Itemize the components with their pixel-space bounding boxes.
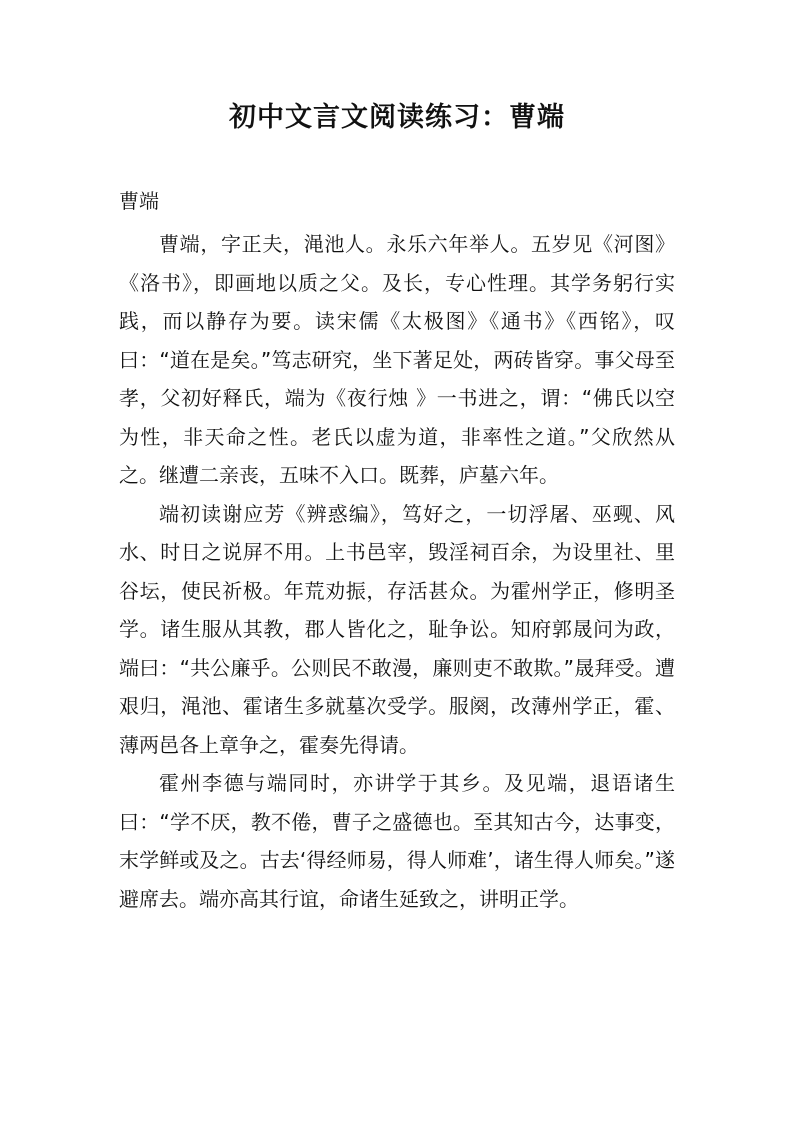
paragraph-3: 霍州李德与端同时，亦讲学于其乡。及见端，退语诸生曰：“学不厌，教不倦，曹子之盛德也。至其知古今，达事变，末学鲜或及之。古去‘得经师易，得人师难’，诸生得人师矣。”遂避席去。端亦高其行谊，命诸生延致之，讲明正学。 xyxy=(119,771,675,911)
article-body xyxy=(119,225,675,918)
paragraph-2: 端初读谢应芳《辨惑编》，笃好之，一切浮屠、巫觋、风水、时日之说屏不用。上书邑宰，毁淫祠百余，为设里社、里谷坛，使民祈极。年荒劝振，存活甚众。为霍州学正，修明圣学。诸生服从其教，郡人皆化之，耻争讼。知府郭晟问为政，端曰：“共公廉乎。公则民不敢漫，廉则吏不敢欺。”晟拜受。遭艰归，渑池、霍诸生多就墓次受学。服阕，改薄州学正，霍、薄两邑各上章争之，霍奏先得请。 xyxy=(119,501,675,757)
paragraph-1: 曹端，字正夫，渑池人。永乐六年举人。五岁见《河图》《洛书》，即画地以质之父。及长，专心性理。其学务躬行实践，而以静存为要。读宋儒《太极图》《通书》《西铭》，叹曰：“道在是矣。”笃志研究，坐下著足处，两砖皆穿。事父母至孝，父初好释氏，端为《夜行烛 》一书进之，谓：“佛氏以空为性，非天命之性。老氏以虚为道，非率性之道。”父欣然从之。继遭二亲丧，五味不入口。既葬，庐墓六年。 xyxy=(119,232,675,487)
document-title: 初中文言文阅读练习：曹端 xyxy=(229,102,565,133)
section-heading: 曹端 xyxy=(119,189,159,213)
